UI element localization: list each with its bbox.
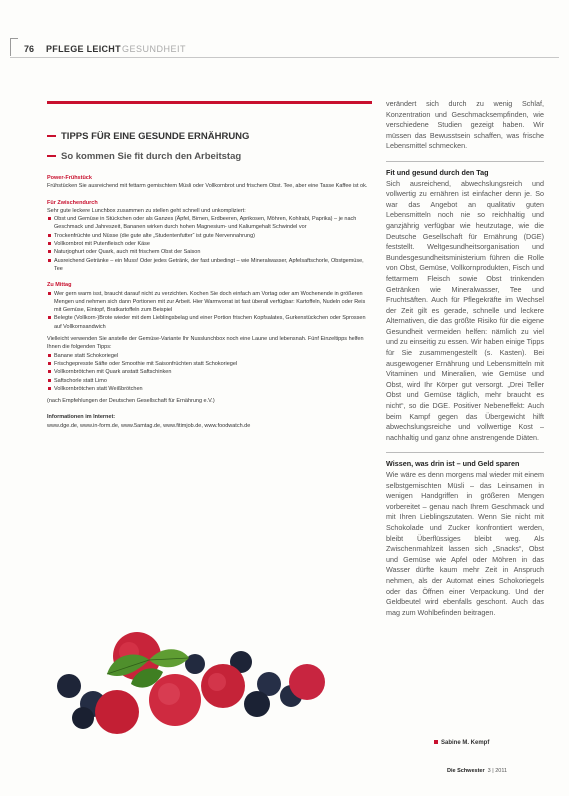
box-paragraph: Vielleicht verwenden Sie anstelle der Gemüse-Variante Ihr Nusslunchbox noch eine Laune und lebensnah. Fünf Einzeltipps helfen Ihnen die folgenden Tipps: xyxy=(47,336,364,351)
list-item: Saftschorle statt Limo xyxy=(54,377,372,385)
footer-brand: Die Schwester xyxy=(447,768,485,774)
section-title: PFLEGE LEICHT xyxy=(46,44,121,54)
article-paragraph: Wie wäre es denn morgens mal wieder mit einem selbstgemischten Müsli – das Leinsamen in wenigen Handgriffen in größeren Mengen vorbereitet – genau nach Ihrem Geschmack und mit Ihren Lieblingszutaten. Wenn Sie nicht mit Schokolade und Zucker konfrontiert werden, bleibt Überflüssiges bleibt weg. Als Zwischenmahlzeit lassen sich „Snacks“, Obst und Gemüse wie Apfel oder Möhren in das Wasser dürfte kaum mehr Zeit in Anspruch nehmen, als der Automat eines Schokoriegels oder das Öffnen einer Verpackung. Und der Geldbeutel wird ebenfalls geschont. Auch das mag zum Wohlbefinden beitragen. xyxy=(386,470,544,617)
crop-mark xyxy=(10,38,11,56)
page-footer xyxy=(447,768,507,774)
box-paragraph: Frühstücken Sie ausreichend mit fettarm gemischtem Müsli oder Vollkornbrot und frischem Obst. Tee, aber eine Tasse Kaffee ist ok. xyxy=(47,183,368,190)
box-list xyxy=(47,352,372,393)
box-section-heading: Für Zwischendurch xyxy=(47,199,98,206)
list-item: Obst und Gemüse in Stückchen oder als Ganzes (Äpfel, Birnen, Erdbeeren, Aprikosen, Möhren, Kohlrabi, Paprika) – je nach Geschmack und Jahreszeit, Bananen wirken durch hohen Magnesium- und Kaliumgehalt Schwindel vor xyxy=(54,215,372,232)
box-subtitle-text: So kommen Sie fit durch den Arbeitstag xyxy=(61,151,242,162)
column-rule xyxy=(386,452,544,453)
box-subtitle xyxy=(47,151,241,162)
author-credit xyxy=(434,740,489,746)
article-paragraph: verändert sich durch zu wenig Schlaf, Konzentration und Geschmacksempfinden, wie verschiedene Studien gezeigt haben. Wir müssen das Bewusstsein schaffen, was frische Lebensmittel schmecken. xyxy=(386,99,544,151)
author-name: Sabine M. Kempf xyxy=(441,740,490,746)
list-item: Belegte (Vollkorn-)Brote wieder mit dem Lieblingsbelag und einer Portion frischen Kopfsalates, Gurkenstückchen oder Sprossen auf Vollkornsandwich xyxy=(54,314,372,331)
page-number: 76 xyxy=(24,44,35,54)
box-list xyxy=(47,290,372,331)
box-top-rule xyxy=(47,101,372,104)
column-rule xyxy=(386,161,544,162)
dash-icon xyxy=(47,155,56,157)
article-column xyxy=(386,99,544,618)
box-paragraph: Sehr gute leckere Lunchbox zusammen zu stellen geht schnell und unkompliziert: xyxy=(47,207,246,214)
list-item: Ausreichend Getränke – ein Muss! Oder jedes Getränk, der fast unbedingt – wie Mineralwasser, Apfelsaftschorle, Obstgemüse, Tee xyxy=(54,257,372,274)
box-title-text: TIPPS FÜR EINE GESUNDE ERNÄHRUNG xyxy=(61,131,250,142)
tips-box xyxy=(47,101,372,661)
subsection-title: GESUNDHEIT xyxy=(122,44,187,54)
page-header xyxy=(10,38,559,58)
article-heading: Wissen, was drin ist – und Geld sparen xyxy=(386,459,520,469)
box-links-heading: Informationen im Internet: xyxy=(47,414,116,421)
box-body xyxy=(47,174,372,430)
article-heading: Fit und gesund durch den Tag xyxy=(386,167,489,177)
square-bullet-icon xyxy=(434,740,438,744)
box-title xyxy=(47,131,249,142)
list-item: Naturjoghurt oder Quark, auch mit frischem Obst der Saison xyxy=(54,248,372,256)
list-item: Banane statt Schokoriegel xyxy=(54,352,372,360)
crop-mark xyxy=(10,38,18,39)
box-links[interactable]: www.dge.de, www.in-form.de, www.5amtag.de, www.fitimjob.de, www.foodwatch.de xyxy=(47,422,251,429)
header-rule xyxy=(10,57,559,58)
list-item: Vollkornbrot mit Putenfleisch oder Käse xyxy=(54,240,372,248)
list-item: Vollkornbrötchen statt Weißbrötchen xyxy=(54,385,372,393)
article-paragraph: Sich ausreichend, abwechslungsreich und vollwertig zu ernähren ist einfacher denn je. So war das Angebot an qualitativ guten Lebensmitteln noch nie so reichhaltig und ganzjährig verfügbar wie heutzutage, wie die Deutsche Gesellschaft für Ernährung (DGE) feststellt. Weltgesundheitsorganisation und Bundesgesundheitsministerium führen die Rolle von Obst, Gemüse, Vollkornprodukten, Fisch und fettarmem Fleisch sowie Obst trinkenden Getränken wie Mineralwasser, Tee und Fruchtsäften. Auch für Pflegekräfte im Wechsel der Zeit gilt es gerade, schnelle und leckere Alternativen, die das größte Risiko für die eigene Gesundheit vermeiden helfen: nämlich zu viel und zu einseitig zu essen. Wir haben einige Tipps für Sie zusammengestellt (s. Kasten). Bei ausgewogener Ernährung und Lebensmitteln mit Vitaminen und Mineralien, wie Gemüse und Obst, wird Ihr Körper gut versorgt. „Drei Teller Obst und Gemüse täglich, mehr braucht es nicht“, so die DGE. Positiver Nebeneffekt: Auch beim Kampf gegen das Übergewicht hilft abwechslungsreiche und vollwertige Kost – nachhaltig und ganz ohne anstrengende Diäten. xyxy=(386,178,544,442)
box-section-heading: Zu Mittag xyxy=(47,282,72,289)
box-list xyxy=(47,215,372,273)
box-section-heading: Power-Frühstück xyxy=(47,175,92,181)
list-item: Trockenfrüchte und Nüsse (die gute alte „Studentenfutter“ ist gute Nervennahrung) xyxy=(54,232,372,240)
list-item: Wer gern warm isst, braucht darauf nicht zu verzichten. Kochen Sie doch einfach am Vortag oder am Wochenende in größeren Mengen und nehmen sich dann Portionen mit zur Arbeit. Hier Warmvorrat ist fast überall verfügbar: Kartoffeln, Nudeln oder Reis mit Gemüse, Eintopf, Bratkartoffeln zum Beispiel xyxy=(54,290,372,315)
list-item: Vollkornbrötchen mit Quark anstatt Saftschinken xyxy=(54,368,372,376)
footer-issue: 3 | 2011 xyxy=(487,768,508,774)
dash-icon xyxy=(47,135,56,137)
box-note: (nach Empfehlungen der Deutschen Gesellschaft für Ernährung e.V.) xyxy=(47,398,215,405)
berries-image xyxy=(45,600,325,740)
raspberry-icon xyxy=(95,632,325,734)
list-item: Frischgepresste Säfte oder Smoothie mit Saisonfrüchten statt Schokoriegel xyxy=(54,360,372,368)
